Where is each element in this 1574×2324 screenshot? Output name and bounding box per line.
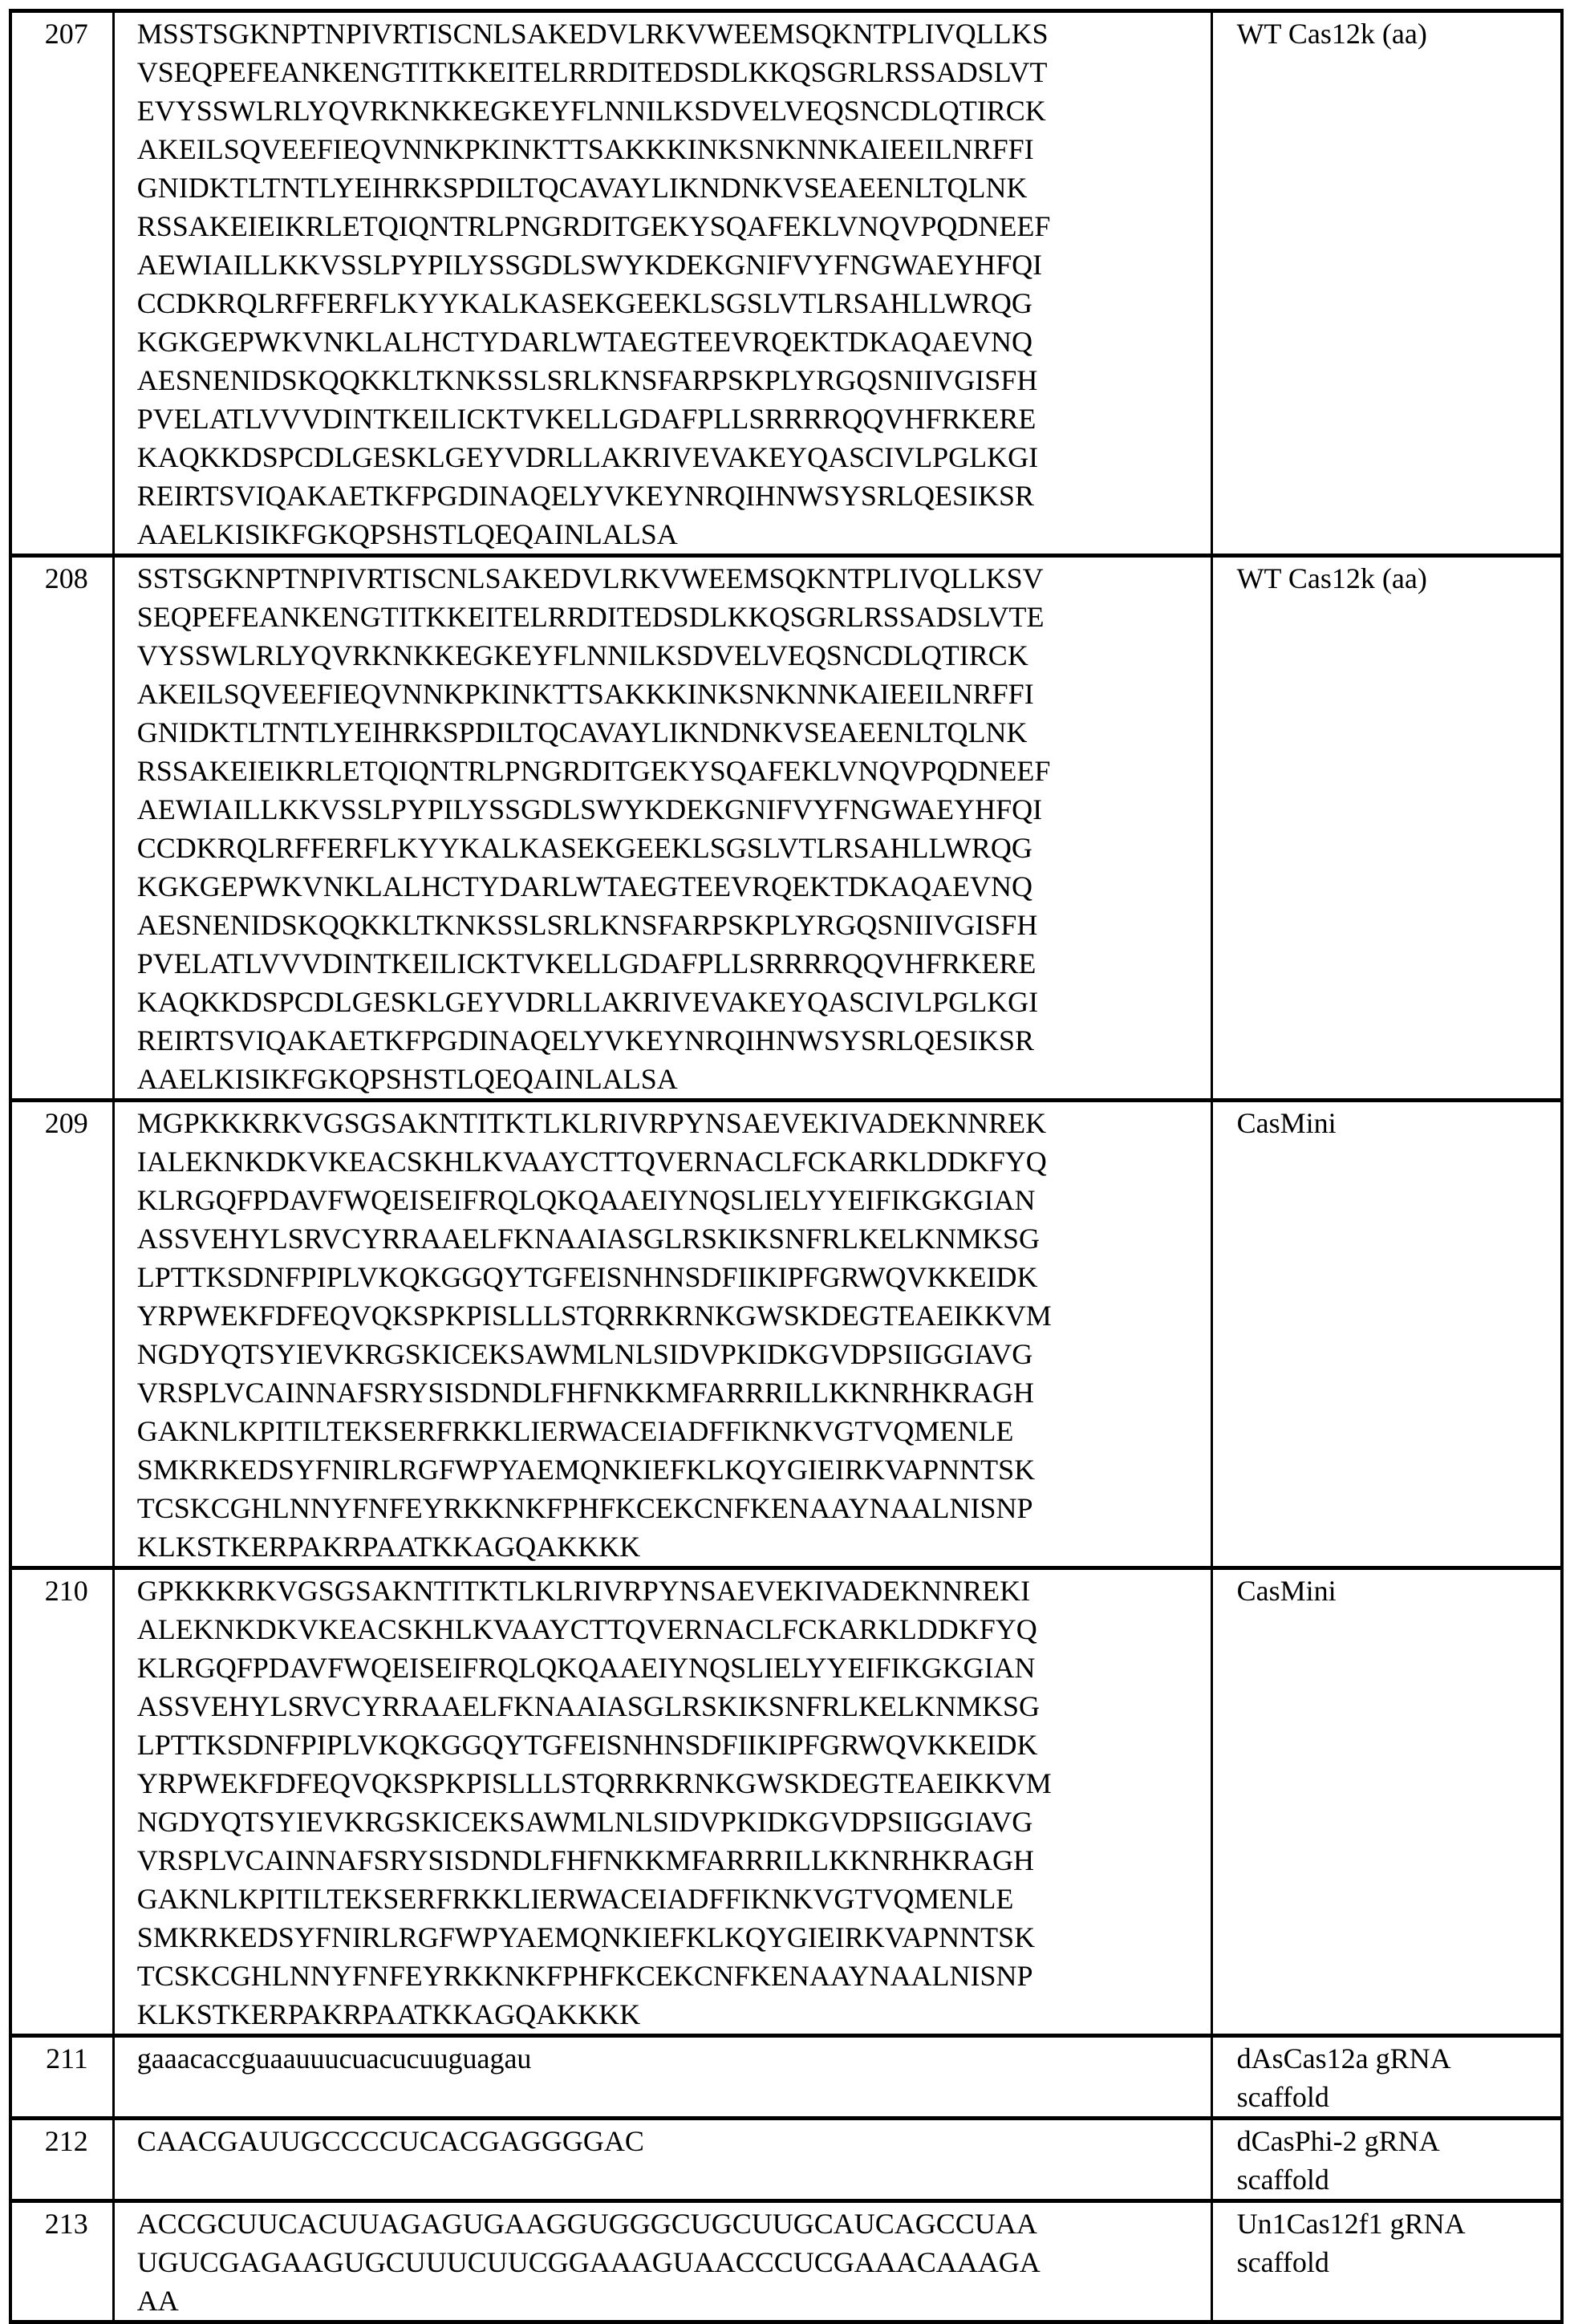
description-line: WT Cas12k (aa) <box>1236 562 1427 594</box>
sequence-line: KLRGQFPDAVFWQEISEIFRQLQKQAAEIYNQSLIELYYEIFIKGKGIAN <box>136 1652 1036 1684</box>
seq-id-label: 208 <box>44 562 88 594</box>
seq-id-label: 213 <box>44 2208 88 2240</box>
sequence-line: GAKNLKPITILTEKSERFRKKLIERWACEIADFFIKNKVGTVQMENLE <box>136 1415 1014 1447</box>
description-cell <box>1211 1568 1562 2036</box>
sequence-line: TCSKCGHLNNYFNFEYRKKNKFPHFKCEKCNFKENAAYNAALNISNP <box>136 1492 1033 1524</box>
sequence-cell <box>113 11 1211 556</box>
sequence-line: NGDYQTSYIEVKRGSKICEKSAWMLNLSIDVPKIDKGVDPSIIGGIAVG <box>136 1338 1033 1370</box>
sequence-line: KGKGEPWKVNKLALHCTYDARLWTAEGTEEVRQEKTDKAQAEVNQ <box>136 870 1033 902</box>
sequence-line: SMKRKEDSYFNIRLRGFWPYAEMQNKIEFKLKQYGIEIRKVAPNNTSK <box>136 1454 1036 1486</box>
sequence-line: YRPWEKFDFEQVQKSPKPISLLLSTQRRKRNKGWSKDEGTEAEIKKVM <box>136 1767 1052 1799</box>
description-cell <box>1211 2201 1562 2322</box>
description-cell <box>1211 11 1562 556</box>
sequence-table <box>9 9 1564 2324</box>
seq-id-label: 210 <box>44 1575 88 1607</box>
sequence-line: SSTSGKNPTNPIVRTISCNLSAKEDVLRKVWEEMSQKNTPLIVQLLKSV <box>136 562 1044 594</box>
sequence-line: GNIDKTLTNTLYEIHRKSPDILTQCAVAYLIKNDNKVSEAEENLTQLNK <box>136 716 1028 748</box>
description-line: WT Cas12k (aa) <box>1236 18 1427 50</box>
sequence-line: CCDKRQLRFFERFLKYYKALKASEKGEEKLSGSLVTLRSAHLLWRQG <box>136 287 1032 319</box>
sequence-line: KLRGQFPDAVFWQEISEIFRQLQKQAAEIYNQSLIELYYEIFIKGKGIAN <box>136 1184 1036 1216</box>
sequence-line: ACCGCUUCACUUAGAGUGAAGGUGGGCUGCUUGCAUCAGCCUAA <box>136 2208 1037 2240</box>
sequence-line: AKEILSQVEEFIEQVNNKPKINKTTSAKKKINKSNKNNKAIEEILNRFFI <box>136 678 1034 710</box>
table-row-211 <box>10 2036 1562 2119</box>
sequence-line: LPTTKSDNFPIPLVKQKGGQYTGFEISNHNSDFIIKIPFGRWQVKKEIDK <box>136 1261 1038 1293</box>
table-row-207 <box>10 11 1562 556</box>
sequence-table-body <box>10 11 1562 2322</box>
sequence-line: PVELATLVVVDINTKEILICKTVKELLGDAFPLLSRRRRQQVHFRKERE <box>136 403 1036 435</box>
description-line: scaffold <box>1236 2246 1329 2278</box>
sequence-line: ALEKNKDKVKEACSKHLKVAAYCTTQVERNACLFCKARKLDDKFYQ <box>136 1613 1037 1645</box>
sequence-line: MSSTSGKNPTNPIVRTISCNLSAKEDVLRKVWEEMSQKNTPLIVQLLKS <box>136 18 1049 50</box>
sequence-line: LPTTKSDNFPIPLVKQKGGQYTGFEISNHNSDFIIKIPFGRWQVKKEIDK <box>136 1729 1038 1761</box>
description-line: CasMini <box>1236 1575 1337 1607</box>
description-cell <box>1211 2036 1562 2119</box>
sequence-line: GPKKKRKVGSGSAKNTITKTLKLRIVRPYNSAEVEKIVADEKNNREKI <box>136 1575 1031 1607</box>
description-cell <box>1211 1101 1562 1568</box>
description-line: scaffold <box>1236 2164 1329 2196</box>
sequence-line: MGPKKKRKVGSGSAKNTITKTLKLRIVRPYNSAEVEKIVADEKNNREK <box>136 1107 1047 1139</box>
sequence-line: EVYSSWLRLYQVRKNKKEGKEYFLNNILKSDVELVEQSNCDLQTIRCK <box>136 95 1046 127</box>
sequence-line: SEQPEFEANKENGTITKKEITELRRDITEDSDLKKQSGRLRSSADSLVTE <box>136 601 1045 633</box>
seq-id-number <box>10 11 113 556</box>
sequence-line: GNIDKTLTNTLYEIHRKSPDILTQCAVAYLIKNDNKVSEAEENLTQLNK <box>136 172 1028 204</box>
sequence-line: RSSAKEIEIKRLETQIQNTRLPNGRDITGEKYSQAFEKLVNQVPQDNEEF <box>136 755 1051 787</box>
seq-id-number <box>10 2119 113 2201</box>
sequence-line: AAELKISIKFGKQPSHSTLQEQAINLALSA <box>136 1063 678 1095</box>
sequence-cell <box>113 2036 1211 2119</box>
table-row-210 <box>10 1568 1562 2036</box>
sequence-line: NGDYQTSYIEVKRGSKICEKSAWMLNLSIDVPKIDKGVDPSIIGGIAVG <box>136 1806 1033 1838</box>
sequence-line: REIRTSVIQAKAETKFPGDINAQELYVKEYNRQIHNWSYSRLQESIKSR <box>136 480 1034 512</box>
sequence-line: GAKNLKPITILTEKSERFRKKLIERWACEIADFFIKNKVGTVQMENLE <box>136 1883 1014 1915</box>
sequence-line: VYSSWLRLYQVRKNKKEGKEYFLNNILKSDVELVEQSNCDLQTIRCK <box>136 639 1028 671</box>
sequence-cell <box>113 556 1211 1101</box>
sequence-line: gaaacaccguaauuucuacucuuguagau <box>136 2042 532 2075</box>
sequence-line: VRSPLVCAINNAFSRYSISDNDLFHFNKKMFARRRILLKKNRHKRAGH <box>136 1377 1034 1409</box>
sequence-cell <box>113 1101 1211 1568</box>
sequence-line: KAQKKDSPCDLGESKLGEYVDRLLAKRIVEVAKEYQASCIVLPGLKGI <box>136 441 1039 473</box>
sequence-line: AESNENIDSKQQKKLTKNKSSLSRLKNSFARPSKPLYRGQSNIIVGISFH <box>136 909 1038 941</box>
description-line: dAsCas12a gRNA <box>1236 2042 1451 2075</box>
sequence-line: YRPWEKFDFEQVQKSPKPISLLLSTQRRKRNKGWSKDEGTEAEIKKVM <box>136 1300 1052 1332</box>
sequence-line: TCSKCGHLNNYFNFEYRKKNKFPHFKCEKCNFKENAAYNAALNISNP <box>136 1960 1033 1992</box>
sequence-line: KLKSTKERPAKRPAATKKAGQAKKKK <box>136 1998 641 2030</box>
sequence-line: ASSVEHYLSRVCYRRAAELFKNAAIASGLRSKIKSNFRLKELKNMKSG <box>136 1690 1040 1722</box>
seq-id-label: 212 <box>44 2125 88 2157</box>
description-line: Un1Cas12f1 gRNA <box>1236 2208 1466 2240</box>
seq-id-number <box>10 2036 113 2119</box>
description-cell <box>1211 556 1562 1101</box>
table-row-212 <box>10 2119 1562 2201</box>
sequence-line: VRSPLVCAINNAFSRYSISDNDLFHFNKKMFARRRILLKKNRHKRAGH <box>136 1844 1034 1876</box>
description-line: dCasPhi-2 gRNA <box>1236 2125 1440 2157</box>
sequence-line: IALEKNKDKVKEACSKHLKVAAYCTTQVERNACLFCKARKLDDKFYQ <box>136 1146 1047 1178</box>
description-line: CasMini <box>1236 1107 1337 1139</box>
sequence-line: KLKSTKERPAKRPAATKKAGQAKKKK <box>136 1531 641 1563</box>
sequence-line: AKEILSQVEEFIEQVNNKPKINKTTSAKKKINKSNKNNKAIEEILNRFFI <box>136 133 1034 165</box>
sequence-line: AESNENIDSKQQKKLTKNKSSLSRLKNSFARPSKPLYRGQSNIIVGISFH <box>136 364 1038 396</box>
seq-id-number <box>10 1568 113 2036</box>
sequence-line: UGUCGAGAAGUGCUUUCUUCGGAAAGUAACCCUCGAAACAAAGA <box>136 2246 1041 2278</box>
sequence-line: REIRTSVIQAKAETKFPGDINAQELYVKEYNRQIHNWSYSRLQESIKSR <box>136 1024 1034 1057</box>
sequence-line: AEWIAILLKKVSSLPYPILYSSGDLSWYKDEKGNIFVYFNGWAEYHFQI <box>136 249 1043 281</box>
sequence-line: ASSVEHYLSRVCYRRAAELFKNAAIASGLRSKIKSNFRLKELKNMKSG <box>136 1223 1040 1255</box>
seq-id-label: 207 <box>44 18 88 50</box>
sequence-line: CAACGAUUGCCCCUCACGAGGGGAC <box>136 2125 644 2157</box>
seq-id-label: 211 <box>46 2042 88 2075</box>
sequence-cell <box>113 1568 1211 2036</box>
seq-id-number <box>10 1101 113 1568</box>
sequence-line: KAQKKDSPCDLGESKLGEYVDRLLAKRIVEVAKEYQASCIVLPGLKGI <box>136 986 1039 1018</box>
sequence-line: RSSAKEIEIKRLETQIQNTRLPNGRDITGEKYSQAFEKLVNQVPQDNEEF <box>136 210 1051 242</box>
table-row-208 <box>10 556 1562 1101</box>
sequence-cell <box>113 2201 1211 2322</box>
table-row-213 <box>10 2201 1562 2322</box>
sequence-line: AA <box>136 2285 179 2317</box>
sequence-line: KGKGEPWKVNKLALHCTYDARLWTAEGTEEVRQEKTDKAQAEVNQ <box>136 326 1033 358</box>
sequence-line: CCDKRQLRFFERFLKYYKALKASEKGEEKLSGSLVTLRSAHLLWRQG <box>136 832 1032 864</box>
seq-id-number <box>10 556 113 1101</box>
sequence-line: VSEQPEFEANKENGTITKKEITELRRDITEDSDLKKQSGRLRSSADSLVT <box>136 56 1048 88</box>
seq-id-label: 209 <box>44 1107 88 1139</box>
description-cell <box>1211 2119 1562 2201</box>
seq-id-number <box>10 2201 113 2322</box>
table-row-209 <box>10 1101 1562 1568</box>
sequence-line: AAELKISIKFGKQPSHSTLQEQAINLALSA <box>136 518 678 550</box>
sequence-line: SMKRKEDSYFNIRLRGFWPYAEMQNKIEFKLKQYGIEIRKVAPNNTSK <box>136 1921 1036 1953</box>
sequence-line: AEWIAILLKKVSSLPYPILYSSGDLSWYKDEKGNIFVYFNGWAEYHFQI <box>136 793 1043 825</box>
sequence-line: PVELATLVVVDINTKEILICKTVKELLGDAFPLLSRRRRQQVHFRKERE <box>136 947 1036 979</box>
sequence-cell <box>113 2119 1211 2201</box>
description-line: scaffold <box>1236 2081 1329 2113</box>
